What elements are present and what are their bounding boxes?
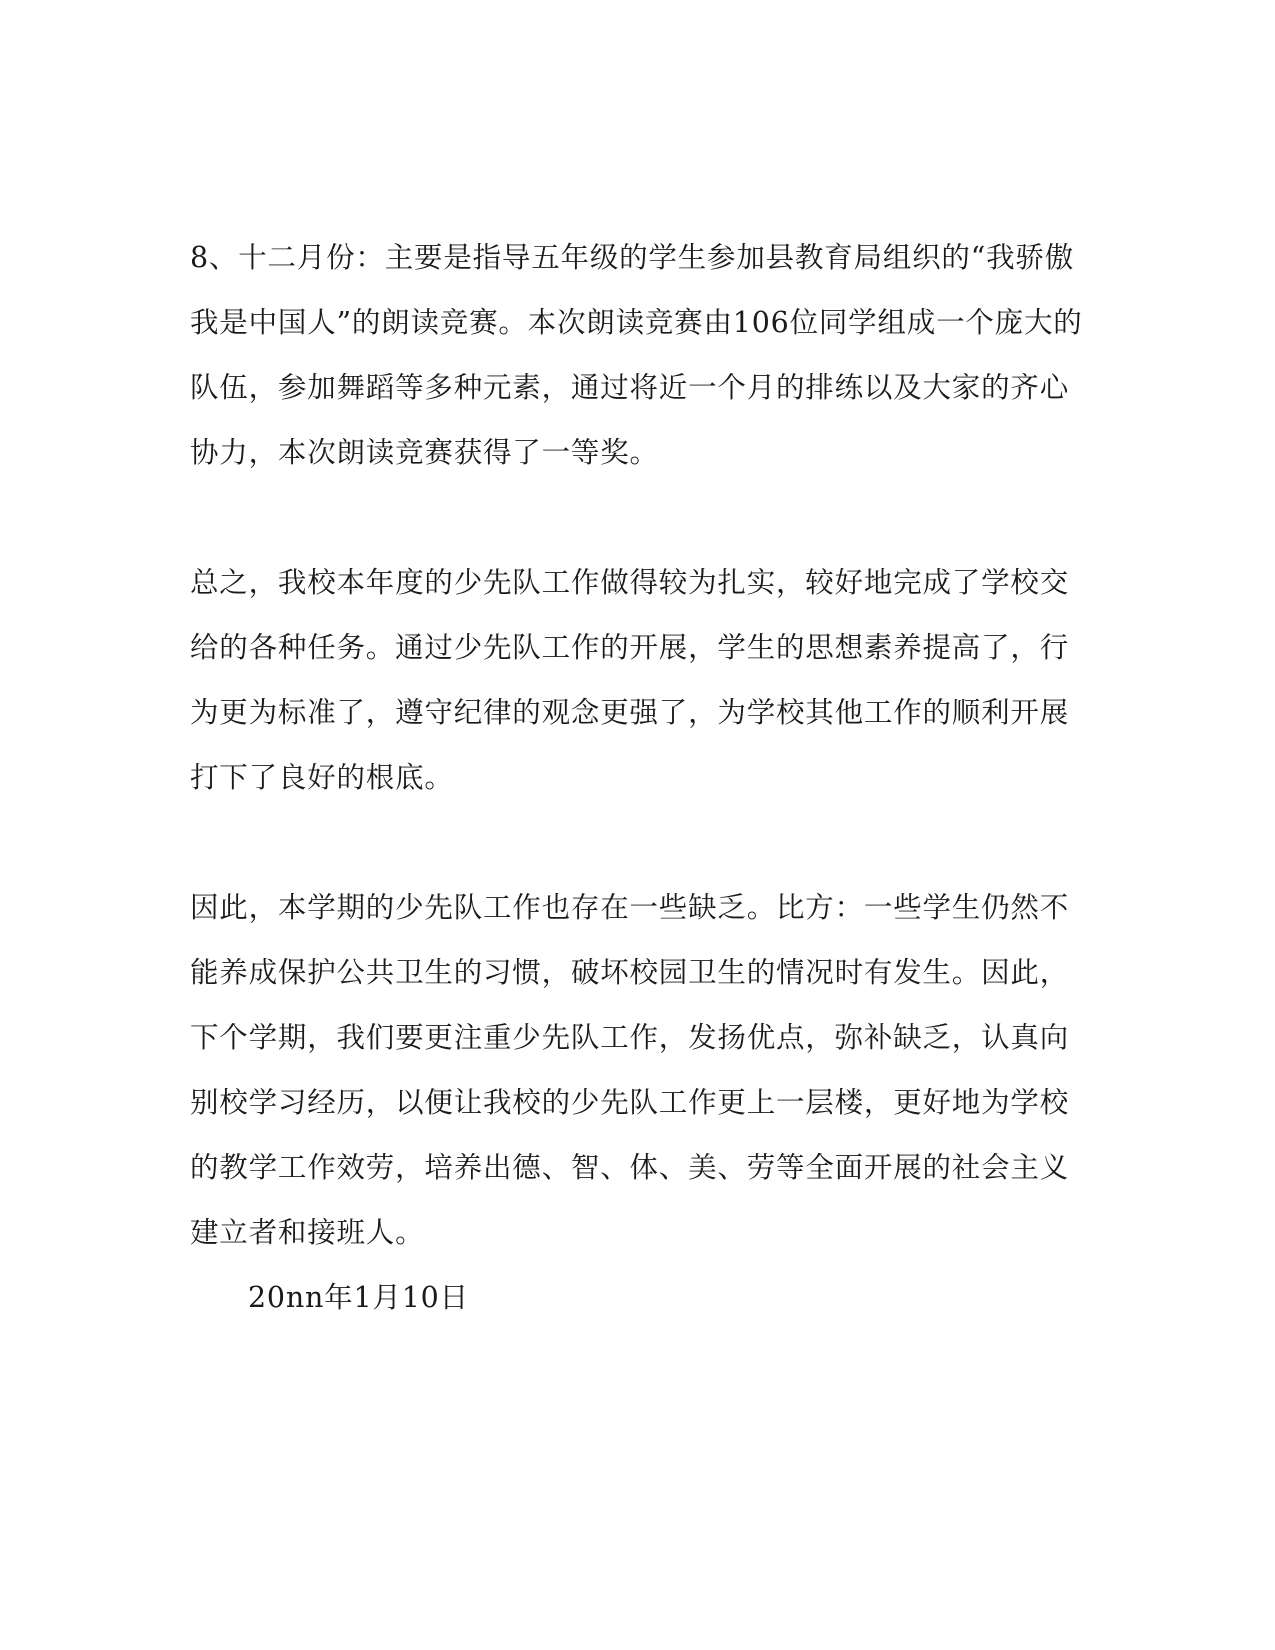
paragraph-line: 别校学习经历，以便让我校的少先队工作更上一层楼，更好地为学校 [190,1086,1070,1119]
paragraph-summary [190,563,1090,823]
paragraph-line: 8、十二月份：主要是指导五年级的学生参加县教育局组织的“我骄傲 [190,241,1075,274]
paragraph-line: 建立者和接班人。 [190,1216,425,1249]
paragraph-line: 协力，本次朗读竞赛获得了一等奖。 [190,436,659,469]
paragraph-line: 能养成保护公共卫生的习惯，破坏校园卫生的情况时有发生。因此， [190,956,1070,989]
paragraph-line: 打下了良好的根底。 [190,761,454,794]
paragraph-line: 的教学工作效劳，培养出德、智、体、美、劳等全面开展的社会主义 [190,1151,1070,1184]
document-date: 20nn年1月10日 [248,1281,469,1314]
paragraph-line: 给的各种任务。通过少先队工作的开展，学生的思想素养提高了，行 [190,631,1070,664]
paragraph-line: 我是中国人”的朗读竞赛。本次朗读竞赛由106位同学组成一个庞大的 [190,306,1083,339]
paragraph-line: 下个学期，我们要更注重少先队工作，发扬优点，弥补缺乏，认真向 [190,1021,1070,1054]
paragraph-line: 为更为标准了，遵守纪律的观念更强了，为学校其他工作的顺利开展 [190,696,1070,729]
paragraph-line: 总之，我校本年度的少先队工作做得较为扎实，较好地完成了学校交 [190,566,1070,599]
paragraph-line: 队伍，参加舞蹈等多种元素，通过将近一个月的排练以及大家的齐心 [190,371,1070,404]
paragraph-line: 因此，本学期的少先队工作也存在一些缺乏。比方：一些学生仍然不 [190,891,1070,924]
paragraph-shortcomings [190,888,1090,1278]
paragraph-december-activities [190,238,1090,498]
